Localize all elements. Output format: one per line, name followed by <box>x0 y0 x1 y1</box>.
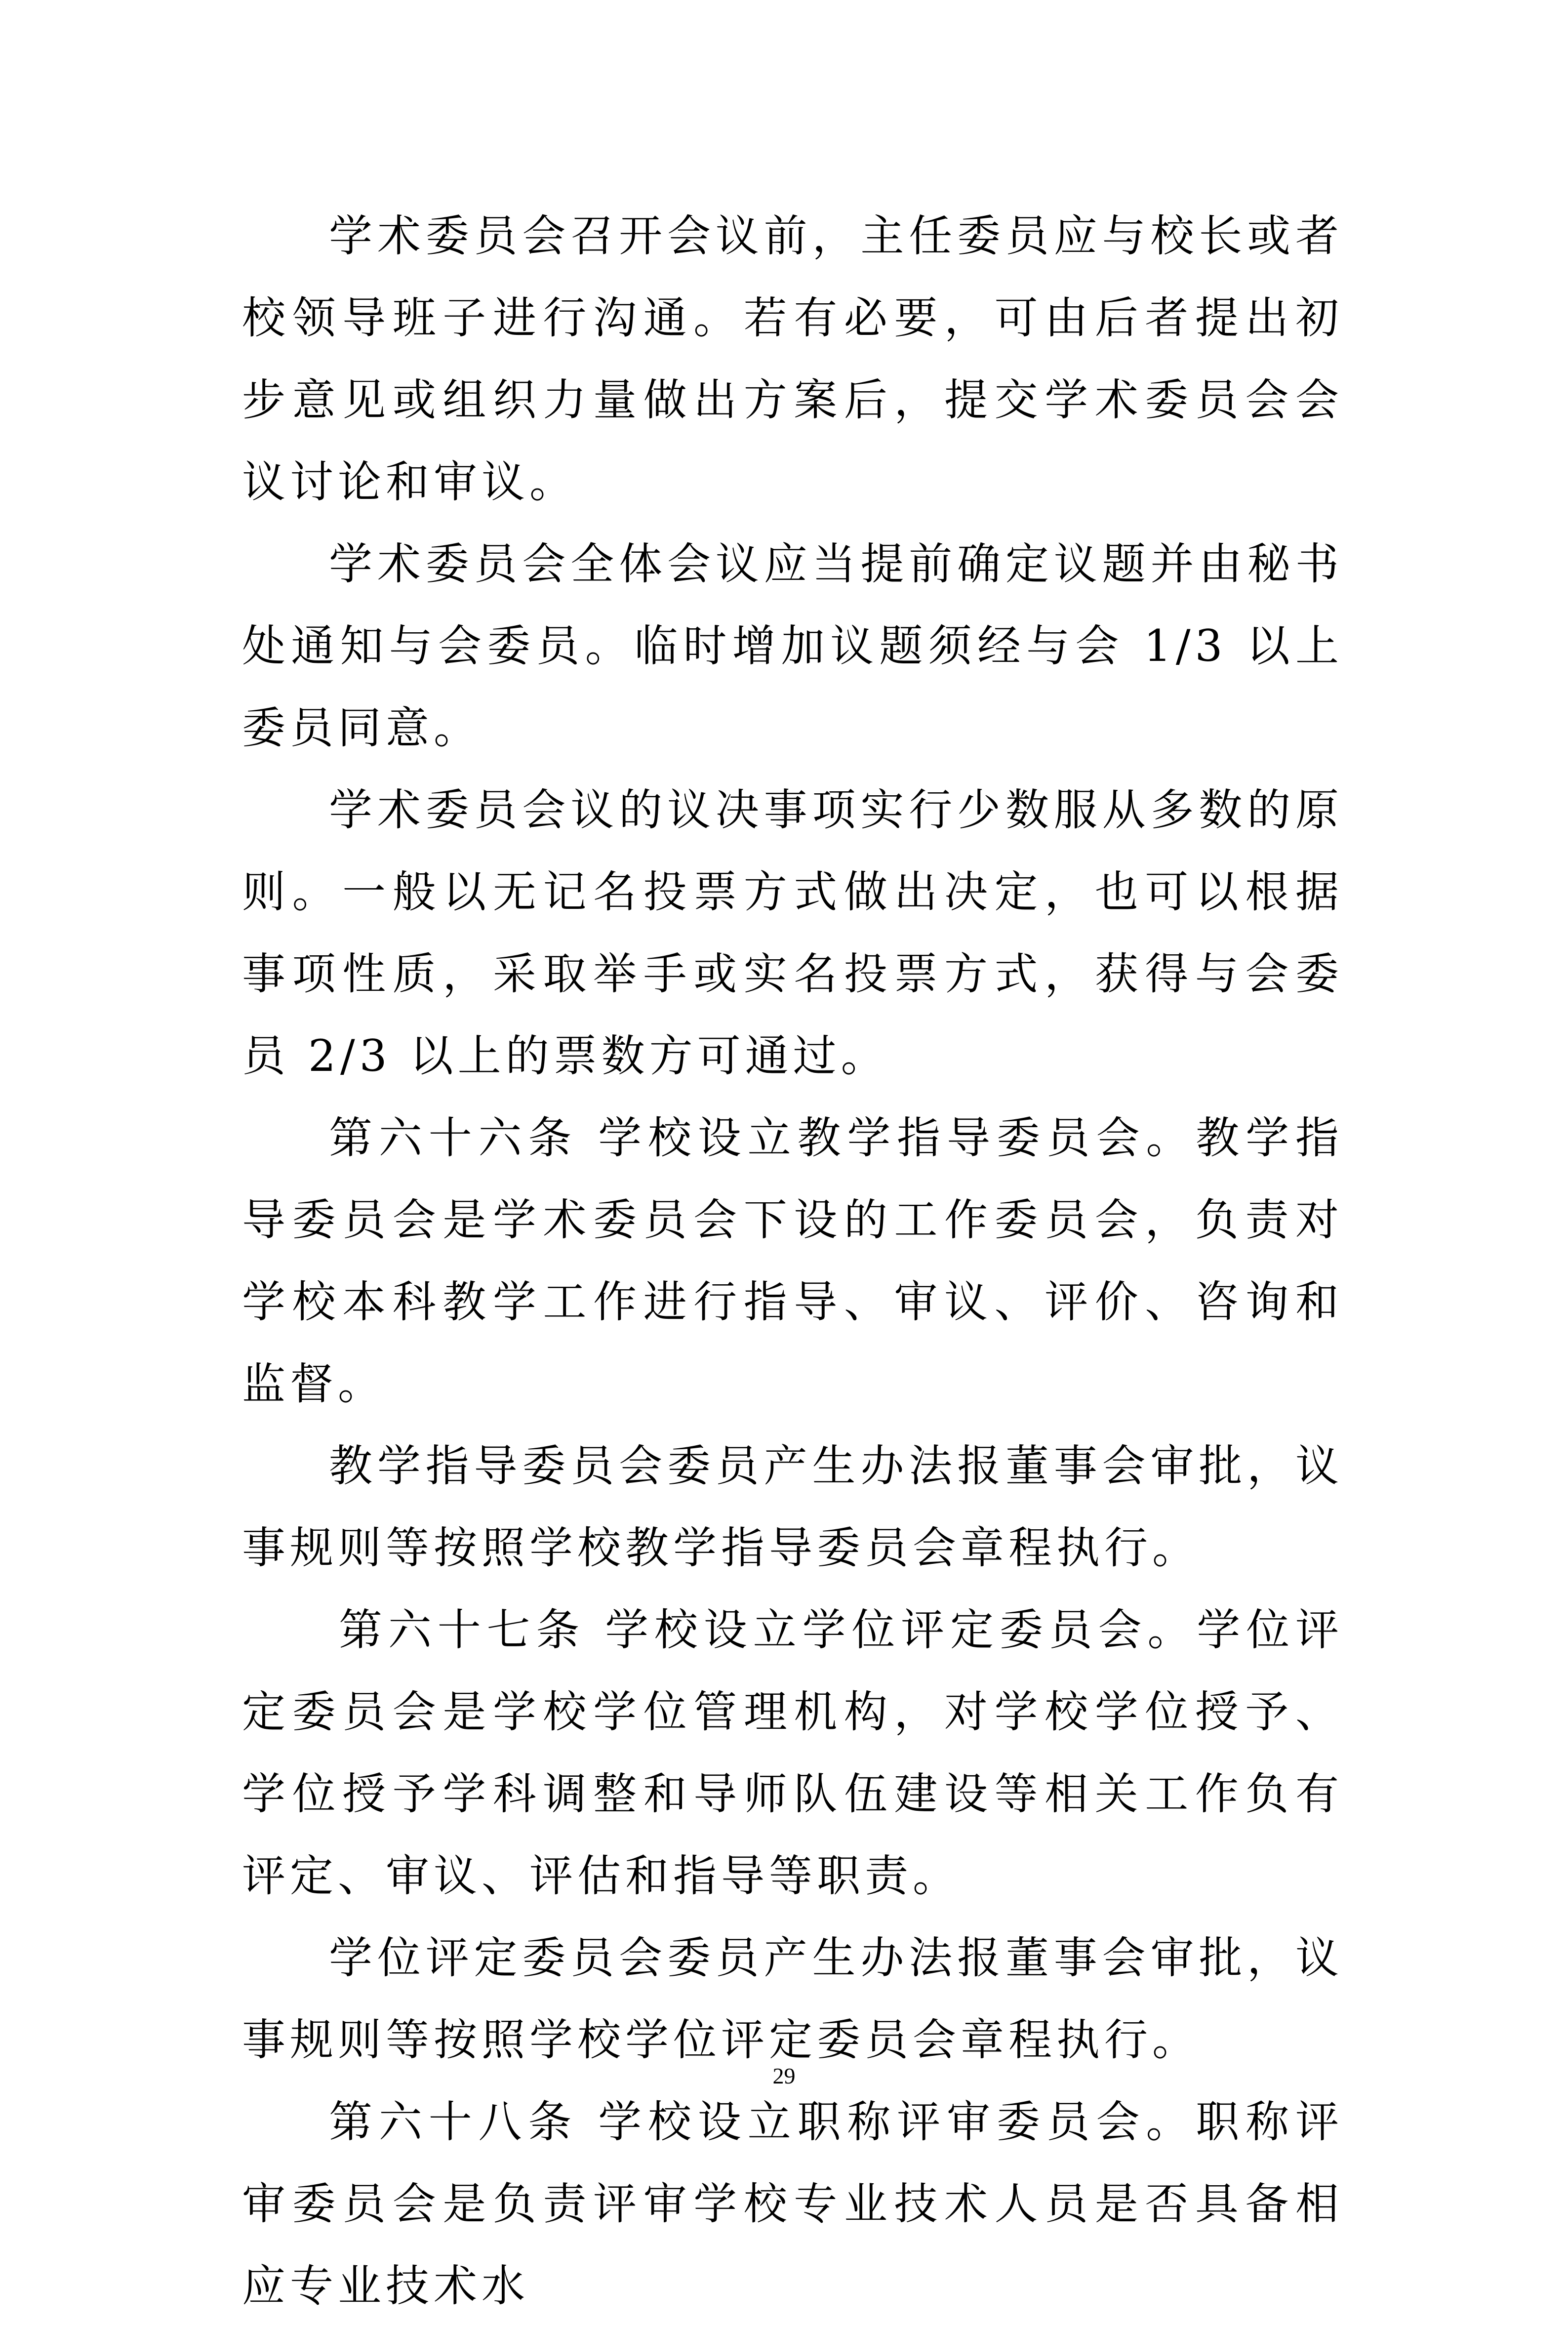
paragraph-teaching-committee-rules: 教学指导委员会委员产生办法报董事会审批，议事规则等按照学校教学指导委员会章程执行。 <box>242 1440 1343 1573</box>
article-68: 第六十八条 学校设立职称评审委员会。职称评审委员会是负责评审学校专业技术人员是否具备相应专业技术水 <box>242 2096 1343 2311</box>
page-number: 29 <box>772 2063 796 2088</box>
paragraph-voting-rule: 学术委员会议的议决事项实行少数服从多数的原则。一般以无记名投票方式做出决定，也可以根据事项性质，采取举手或实名投票方式，获得与会委员 2/3 以上的票数方可通过。 <box>242 784 1343 1081</box>
article-67: 第六十七条 学校设立学位评定委员会。学位评定委员会是学校学位管理机构，对学校学位授予、学位授予学科调整和导师队伍建设等相关工作负有评定、审议、评估和指导等职责。 <box>242 1604 1343 1901</box>
paragraph-meeting-communication: 学术委员会召开会议前，主任委员应与校长或者校领导班子进行沟通。若有必要，可由后者提出初步意见或组织力量做出方案后，提交学术委员会会议讨论和审议。 <box>242 210 1343 507</box>
paragraph-meeting-agenda: 学术委员会全体会议应当提前确定议题并由秘书处通知与会委员。临时增加议题须经与会 1/3 以上委员同意。 <box>242 538 1343 753</box>
paragraph-degree-committee-rules: 学位评定委员会委员产生办法报董事会审批，议事规则等按照学校学位评定委员会章程执行。 <box>242 1932 1343 2065</box>
article-66: 第六十六条 学校设立教学指导委员会。教学指导委员会是学术委员会下设的工作委员会，负责对学校本科教学工作进行指导、审议、评价、咨询和监督。 <box>242 1112 1343 1409</box>
body-text <box>242 195 1343 2327</box>
